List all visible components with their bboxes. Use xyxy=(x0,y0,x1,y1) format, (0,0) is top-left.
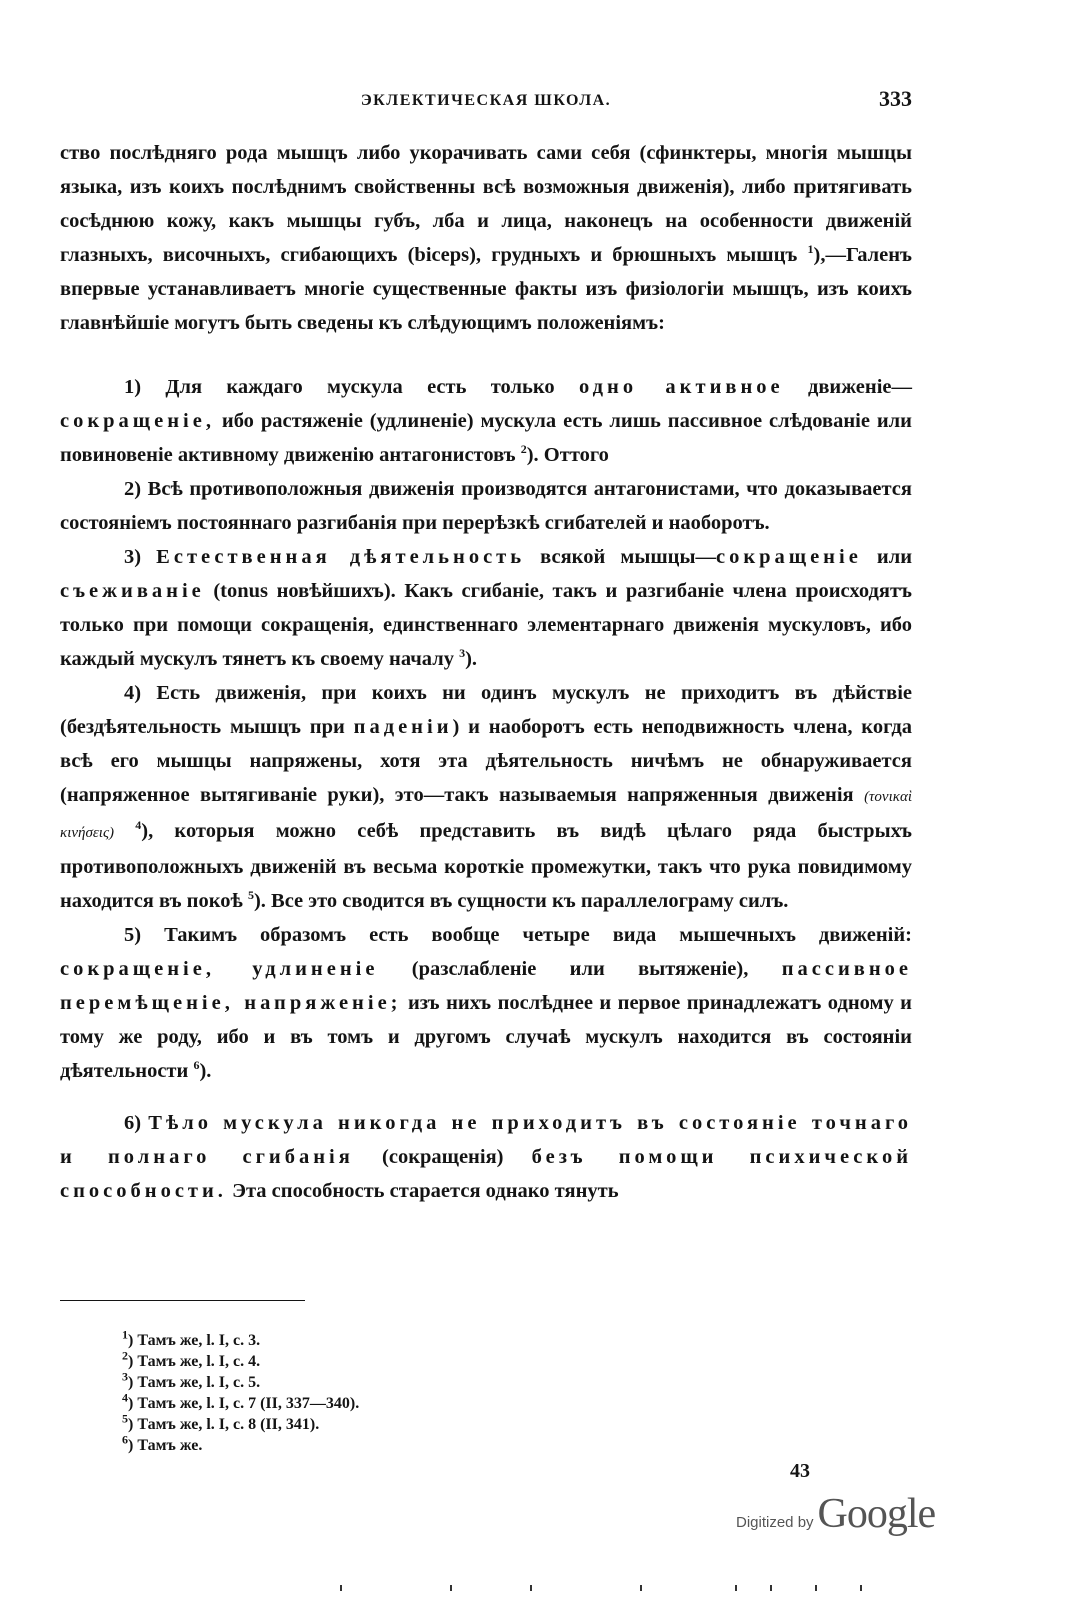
footnote-5: $^5$) Тамъ же, l. I, с. 8 (II, 341). xyxy=(122,1411,320,1433)
footnote-3: $^3$) Тамъ же, l. I, с. 5. xyxy=(122,1369,261,1391)
scan-speck xyxy=(735,1585,737,1591)
emphasis-text: Естественная дѣятельность xyxy=(156,546,526,568)
watermark-prefix: Digitized by xyxy=(736,1514,814,1531)
paragraph-point-2: 2) Всѣ противоположныя движенія производятся антагонистами, что доказывается состояніемъ постояннаго разгибанія при перерѣзкѣ сгибателей и наоборотъ. xyxy=(60,478,912,534)
footnote-6: $^6$) Тамъ же. xyxy=(122,1432,203,1454)
greek-term: (τονικαὶ κινήσεις) xyxy=(60,789,912,841)
running-title: ЭКЛЕКТИЧЕСКАЯ ШКОЛА. xyxy=(360,92,612,109)
footnote-mark: 4 xyxy=(122,1390,128,1405)
footnote-ref: 2 xyxy=(520,442,527,457)
footnote-separator xyxy=(60,1300,305,1301)
scan-speck xyxy=(450,1585,452,1591)
paragraph-point-1: 1) Для каждаго мускула есть только одно активное движеніе—сокращеніе, ибо растяженіе (удлиненіе) мускула есть лишь пассивное слѣдованіе или повиновеніе активному движенію антагонистовъ $^2$). Оттого xyxy=(60,376,913,466)
paragraph-point-4: 4) Есть движенія, при коихъ ни одинъ мускулъ не приходитъ въ дѣйствіе (бездѣятельность мышцъ при паденіи) и наоборотъ есть неподвижность члена, когда всѣ его мышцы напряжены, хотя эта дѣятельность ничѣмъ не обнаруживается (напряженное вытягиваніе руки), это—такъ называемыя напряженныя движенія (τονικαὶ κινήσεις) $^4$), которыя можно себѣ представить въ видѣ цѣлаго ряда быстрыхъ противоположныхъ движеній въ весьма короткіе промежутки, такъ что рука повидимому находится въ покоѣ $^5$). Все это сводится въ сущности къ параллелограму силъ. xyxy=(60,682,912,912)
footnote-mark: 3 xyxy=(122,1369,128,1384)
footnote-ref: 6 xyxy=(193,1058,200,1073)
emphasis-text: съеживаніе xyxy=(60,580,205,602)
footnote-2: $^2$) Тамъ же, l. I, с. 4. xyxy=(122,1348,261,1370)
main-text xyxy=(60,136,912,1208)
digitized-watermark xyxy=(736,1490,935,1550)
emphasis-text: безъ помощи психической способности. xyxy=(60,1146,912,1202)
scan-speck xyxy=(340,1585,342,1591)
footnote-mark: 1 xyxy=(122,1327,128,1342)
emphasis-text: паденіи xyxy=(353,716,453,738)
emphasis-text: сокращеніе xyxy=(715,546,862,568)
footnote-ref: 4 xyxy=(135,818,142,833)
scan-speck xyxy=(815,1585,817,1591)
page-number: 333 xyxy=(879,86,912,111)
footnote-mark: 2 xyxy=(122,1348,128,1363)
signature-mark: 43 xyxy=(790,1460,810,1482)
emphasis-text: сокращеніе, удлиненіе xyxy=(60,958,379,980)
scan-speck xyxy=(860,1585,862,1591)
paragraph-point-5: 5) Такимъ образомъ есть вообще четыре вида мышечныхъ движеній: сокращеніе, удлиненіе (разслабленіе или вытяженіе), пассивное перемѣщеніе, напряженіе; изъ нихъ послѣднее и первое принадлежатъ одному и тому же роду, ибо и въ томъ и другомъ случаѣ мускулъ находится въ состояніи дѣятельности $^6$). xyxy=(60,924,912,1082)
footnote-4: $^4$) Тамъ же, l. I, с. 7 (II, 337—340). xyxy=(122,1390,360,1412)
scan-speck xyxy=(770,1585,772,1591)
footnote-1: $^1$) Тамъ же, l. I, с. 3. xyxy=(122,1327,261,1349)
emphasis-text: Тѣло мускула никогда не приходитъ въ состояніе точнаго и полнаго сгибанія xyxy=(60,1112,913,1168)
footnote-ref: 1 xyxy=(807,242,814,257)
footnotes xyxy=(122,1327,360,1456)
scan-speck xyxy=(530,1585,532,1591)
google-logo: Google xyxy=(817,1491,936,1537)
emphasis-text: сокращеніе, xyxy=(60,410,215,432)
emphasis-text: одно активное xyxy=(579,376,784,398)
footnote-mark: 6 xyxy=(122,1432,128,1447)
scan-artifacts xyxy=(340,1585,880,1595)
footnote-ref: 5 xyxy=(247,888,254,903)
paragraph-point-3: 3) Естественная дѣятельность всякой мышцы—сокращеніе или съеживаніе (tonus новѣйшихъ). Какъ сгибаніе, такъ и разгибаніе члена происходятъ только при помощи сокращенія, единственнаго элементарнаго движенія мускуловъ, ибо каждый мускулъ тянетъ къ своему началу $^3$). xyxy=(60,546,913,670)
emphasis-text: пассивное перемѣщеніе, напряженіе; xyxy=(60,958,912,1014)
footnote-ref: 3 xyxy=(459,646,466,661)
paragraph-continuation: ство послѣдняго рода мышцъ либо укорачивать сами себя (сфинктеры, многія мышцы языка, изъ коихъ послѣднимъ свойственны всѣ возможныя движенія), либо притягивать сосѣднюю кожу, какъ мышцы губъ, лба и лица, наконецъ на особенности движеній глазныхъ, височныхъ, сгибающихъ (biceps), грудныхъ и брюшныхъ мышцъ $^1$),—Галенъ впервые устанавливаетъ многіе существенные факты изъ физіологіи мышцъ, изъ коихъ главнѣйшіе могутъ быть сведены къ слѣдующимъ положеніямъ: xyxy=(60,142,912,334)
scan-speck xyxy=(640,1585,642,1591)
paragraph-point-6: 6) Тѣло мускула никогда не приходитъ въ состояніе точнаго и полнаго сгибанія (сокращенія) безъ помощи психической способности. Эта способность старается однако тянуть xyxy=(60,1112,913,1202)
footnote-mark: 5 xyxy=(122,1411,128,1426)
running-header xyxy=(60,86,912,116)
